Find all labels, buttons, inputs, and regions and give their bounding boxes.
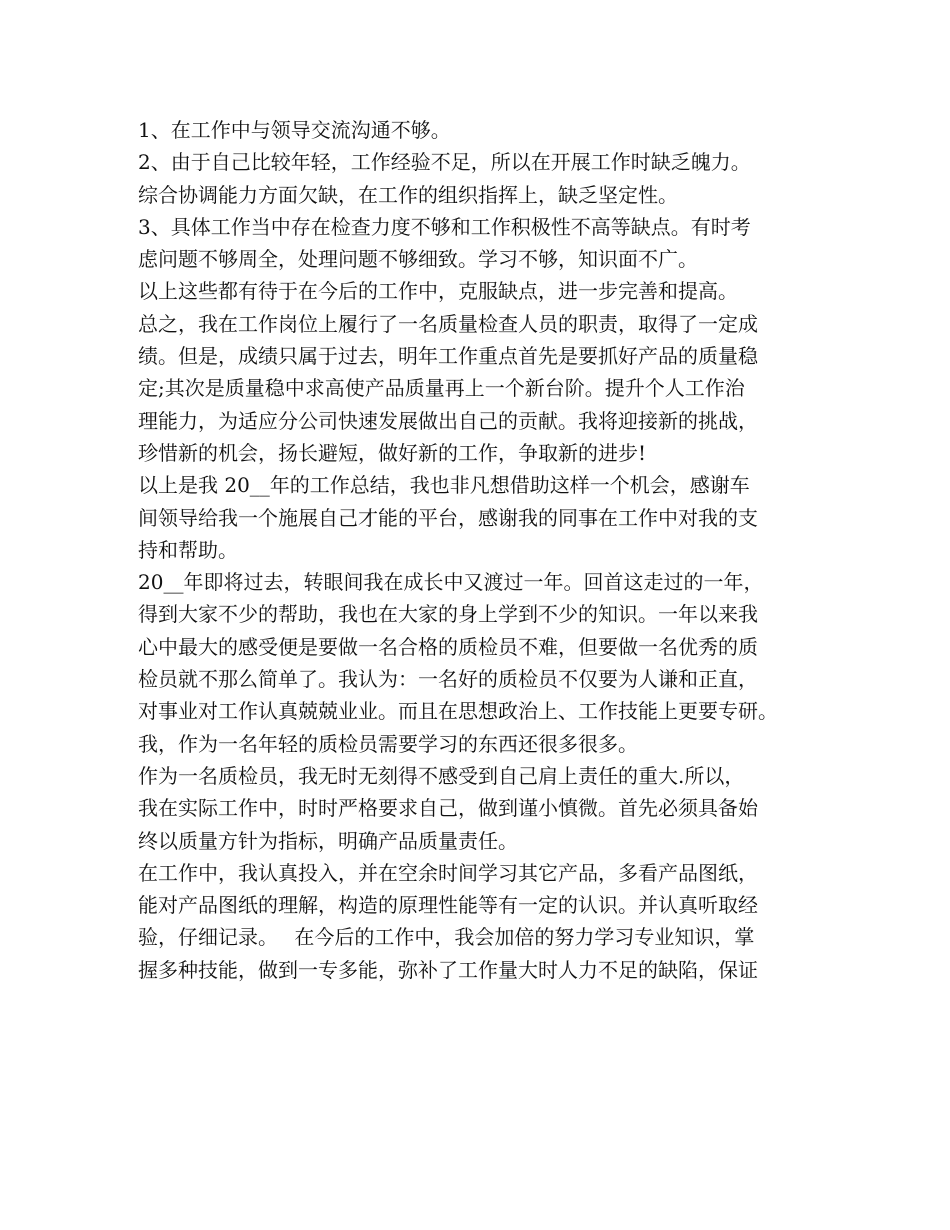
text-line: 绩。但是，成绩只属于过去，明年工作重点首先是要抓好产品的质量稳 — [138, 344, 758, 369]
text-line: 能对产品图纸的理解，构造的原理性能等有一定的认识。并认真听取经 — [138, 893, 758, 918]
text-line: 理能力，为适应分公司快速发展做出自己的贡献。我将迎接新的挑战， — [138, 408, 758, 433]
text-line: 握多种技能，做到一专多能，弥补了工作量大时人力不足的缺陷，保证 — [138, 957, 758, 982]
text-line: 20__年即将过去，转眼间我在成长中又渡过一年。回首这走过的一年， — [138, 570, 764, 595]
text-line: 检员就不那么简单了。我认为：一名好的质检员不仅要为人谦和正直， — [138, 667, 758, 692]
text-line: 总之，我在工作岗位上履行了一名质量检查人员的职责，取得了一定成 — [138, 311, 758, 336]
document-body — [138, 114, 838, 986]
text-line: 以上是我 20__年的工作总结，我也非凡想借助这样一个机会，感谢车 — [138, 473, 750, 498]
text-line: 定;其次是质量稳中求高使产品质量再上一个新台阶。提升个人工作治 — [138, 376, 745, 401]
text-line: 间领导给我一个施展自己才能的平台，感谢我的同事在工作中对我的支 — [138, 505, 758, 530]
text-line: 我在实际工作中，时时严格要求自己，做到谨小慎微。首先必须具备始 — [138, 796, 758, 821]
text-line: 1、在工作中与领导交流沟通不够。 — [138, 118, 451, 142]
text-line: 3、具体工作当中存在检查力度不够和工作积极性不高等缺点。有时考 — [138, 214, 751, 239]
text-line: 作为一名质检员，我无时无刻得不感受到自己肩上责任的重大.所以， — [138, 763, 745, 788]
text-line: 2、由于自己比较年轻，工作经验不足，所以在开展工作时缺乏魄力。 — [138, 150, 751, 175]
text-line: 得到大家不少的帮助，我也在大家的身上学到不少的知识。一年以来我 — [138, 602, 758, 627]
text-line: 终以质量方针为指标，明确产品质量责任。 — [138, 828, 518, 853]
text-line: 持和帮助。 — [138, 537, 238, 562]
text-line: 对事业对工作认真兢兢业业。而且在思想政治上、工作技能上更要专研。 — [138, 699, 778, 724]
text-line: 综合协调能力方面欠缺，在工作的组织指挥上，缺乏坚定性。 — [138, 182, 678, 207]
text-line: 验，仔细记录。 在今后的工作中，我会加倍的努力学习专业知识，掌 — [138, 925, 755, 950]
text-line: 以上这些都有待于在今后的工作中，克服缺点，进一步完善和提高。 — [138, 279, 738, 304]
text-line: 在工作中，我认真投入，并在空余时间学习其它产品，多看产品图纸， — [138, 860, 758, 885]
text-line: 心中最大的感受便是要做一名合格的质检员不难，但要做一名优秀的质 — [138, 634, 758, 659]
text-line: 虑问题不够周全，处理问题不够细致。学习不够，知识面不广。 — [138, 247, 698, 272]
text-line: 珍惜新的机会，扬长避短，做好新的工作，争取新的进步! — [138, 440, 647, 465]
text-line: 我，作为一名年轻的质检员需要学习的东西还很多很多。 — [138, 731, 638, 756]
